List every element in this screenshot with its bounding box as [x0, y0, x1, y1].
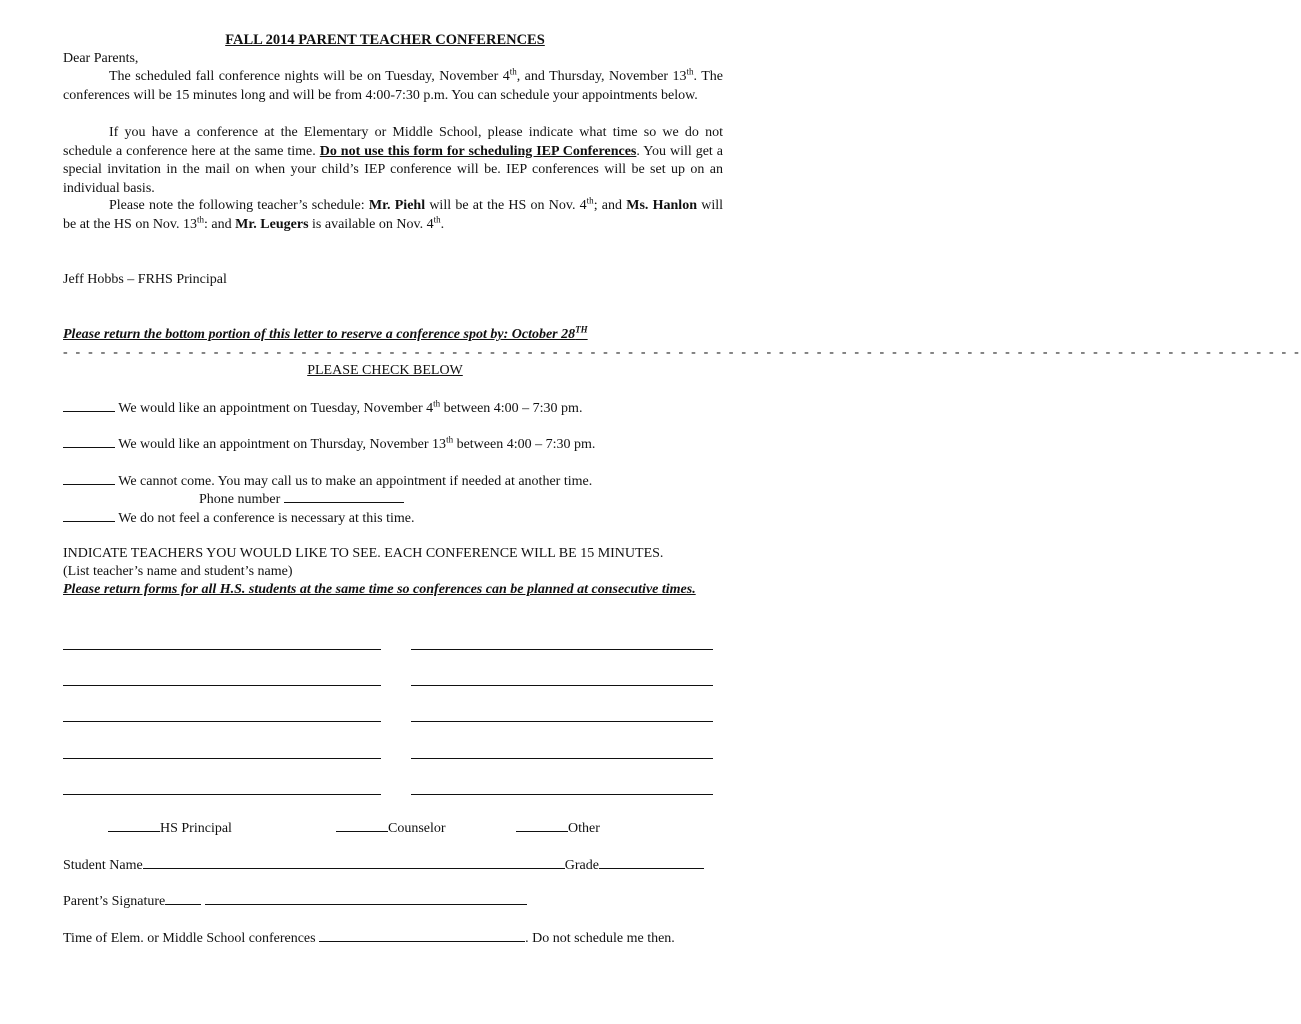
teacher-entry-line[interactable]: [63, 685, 381, 686]
checkbox-blank[interactable]: [63, 399, 115, 412]
teachers-heading: INDICATE TEACHERS YOU WOULD LIKE TO SEE. EACH CONFERENCE WILL BE 15 MINUTES.: [63, 546, 664, 561]
option-tuesday[interactable]: We would like an appointment on Tuesday, November 4th between 4:00 – 7:30 pm.: [63, 399, 582, 419]
signature-blank[interactable]: [205, 892, 527, 905]
checkbox-blank[interactable]: [63, 472, 115, 485]
role-other[interactable]: Other: [516, 819, 600, 839]
teacher-entry-line[interactable]: [63, 758, 381, 759]
checkbox-blank[interactable]: [108, 819, 160, 832]
checkbox-blank[interactable]: [63, 509, 115, 522]
teacher-entry-line[interactable]: [411, 649, 713, 650]
paragraph-teacher-schedule: Please note the following teacher’s schedule: Mr. Piehl will be at the HS on Nov. 4th; and Ms. Hanlon will be at the HS on Nov. 13th: and Mr. Leugers is available on Nov. 4th.: [63, 195, 724, 232]
student-name-blank[interactable]: [143, 856, 565, 869]
phone-number-blank[interactable]: [284, 490, 404, 503]
teachers-note: Please return forms for all H.S. students at the same time so conferences can be planned at consecutive times.: [63, 582, 696, 597]
phone-number-field[interactable]: Phone number: [199, 490, 404, 510]
salutation: Dear Parents,: [63, 51, 139, 66]
checkbox-blank[interactable]: [516, 819, 568, 832]
role-counselor[interactable]: Counselor: [336, 819, 446, 839]
student-name-field[interactable]: Student Name Grade: [63, 856, 704, 876]
teacher-hanlon: Ms. Hanlon: [626, 198, 697, 213]
teacher-entry-line[interactable]: [411, 794, 713, 795]
teacher-entry-line[interactable]: [411, 758, 713, 759]
check-heading: PLEASE CHECK BELOW: [307, 363, 463, 378]
paragraph-schedule: The scheduled fall conference nights will be on Tuesday, November 4th, and Thursday, November 13th. The conferences will be 15 minutes long and will be from 4:00-7:30 p.m. You can schedule your appointments below.: [63, 66, 723, 103]
grade-blank[interactable]: [599, 856, 704, 869]
checkbox-blank[interactable]: [63, 435, 115, 448]
teacher-leugers: Mr. Leugers: [235, 216, 309, 232]
teacher-entry-line[interactable]: [63, 649, 381, 650]
option-thursday[interactable]: We would like an appointment on Thursday, November 13th between 4:00 – 7:30 pm.: [63, 435, 595, 455]
parent-signature-field[interactable]: Parent’s Signature: [63, 892, 527, 912]
page-title: FALL 2014 PARENT TEACHER CONFERENCES: [225, 32, 545, 48]
option-cannot-come[interactable]: We cannot come. You may call us to make an appointment if needed at another time.: [63, 472, 592, 492]
signature-blank-short[interactable]: [165, 892, 201, 905]
role-hs-principal[interactable]: HS Principal: [108, 819, 232, 839]
paragraph-iep: If you have a conference at the Elementary or Middle School, please indicate what time so we do not schedule a conference here at the same time. Do not use this form for scheduling IEP Conferences. You will get a special invitation in the mail on when your child’s IEP conference will be. IEP conferences will be set up on an individual basis.: [63, 125, 723, 196]
teacher-piehl: Mr. Piehl: [368, 198, 426, 213]
teacher-entry-line[interactable]: [63, 721, 381, 722]
option-not-necessary[interactable]: We do not feel a conference is necessary at this time.: [63, 509, 415, 529]
teachers-subheading: (List teacher’s name and student’s name): [63, 564, 293, 579]
signoff: Jeff Hobbs – FRHS Principal: [63, 272, 227, 287]
iep-warning: Do not use this form for scheduling IEP Conferences: [319, 143, 637, 159]
return-notice: Please return the bottom portion of this letter to reserve a conference spot by: October 28TH: [63, 324, 588, 342]
teacher-entry-line[interactable]: [63, 794, 381, 795]
elem-middle-school-field[interactable]: Time of Elem. or Middle School conferences . Do not schedule me then.: [63, 931, 675, 946]
teacher-entry-line[interactable]: [411, 685, 713, 686]
cut-line: - - - - - - - - - - - - - - - - - - - - - - - - - - - - - - - - - - - - - - - - - - - - - - - - - - - - - - - - - - - - - - - - - - - - - - - - - - - - - - - - - - - - - - - - - - - - - - - - - - -: [63, 345, 1301, 360]
elem-time-blank[interactable]: [319, 929, 525, 942]
teacher-entry-line[interactable]: [411, 721, 713, 722]
checkbox-blank[interactable]: [336, 819, 388, 832]
